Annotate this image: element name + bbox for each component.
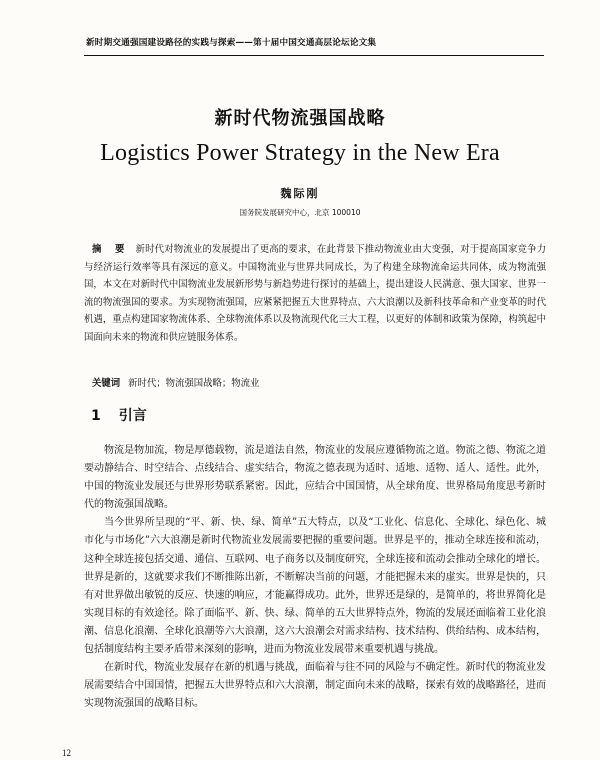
running-header: 新时期交通强国建设路径的实践与探索——第十届中国交通高层论坛论文集 [86, 38, 377, 48]
abstract-block [84, 241, 546, 347]
page-number: 12 [62, 748, 71, 758]
author-name: 魏际刚 [280, 187, 320, 200]
title-chinese: 新时代物流强国战略 [214, 108, 386, 129]
body-paragraph: 当今世界所呈现的“平、新、快、绿、简单”五大特点，以及“工业化、信息化、全球化、绿色化、城市化与市场化”六大浪潮是新时代物流业发展需要把握的重要问题。世界是平的，推动全球连接和流动，这种全球连接包括交通、通信、互联网、电子商务以及制度研究，全球连接和流动会推动全球化的增长。世界是新的，这就要求我们不断推陈出新，不断解决当前的问题，才能把握未来的虚实。世界是快的，只有对世界做出敏锐的反应、快速的响应，才能赢得成功。此外，世界还是绿的，是简单的，将世界简化是实现目标的有效途径。除了面临平、新、快、绿、简单的五大世界特点外，物流的发展还面临着工业化浪潮、信息化浪潮、全球化浪潮等六大浪潮，这六大浪潮会对需求结构、技术结构、供给结构、成本结构，包括制度结构主要矛盾带来深刻的影响，进而为物流业发展带来重要机遇与挑战。 [84, 517, 546, 656]
abstract-label: 摘 要 [92, 244, 130, 255]
section-title: 引言 [118, 408, 147, 424]
body-paragraph: 在新时代，物流业发展存在新的机遇与挑战，面临着与往不同的风险与不确定性。新时代的物流业发展需要结合中国国情，把握五大世界特点和六大浪潮，制定面向未来的战略，探索有效的战略路径，进而实现物流强国的战略目标。 [84, 662, 546, 710]
body-paragraph: 物流是物加流，物是厚德载物，流是道法自然，物流业的发展应遵循物流之道。物流之德、物流之道要动静结合、时空结合、点线结合、虚实结合，物流之德表现为适时、适地、适物、适人、适性。此外，中国的物流业发展还与世界形势联系紧密。因此，应结合中国国情，从全球角度、世界格局角度思考新时代的物流强国战略。 [84, 445, 546, 511]
title-english: Logistics Power Strategy in the New Era [100, 140, 500, 166]
keywords-text: 新时代；物流强国战略；物流业 [128, 378, 260, 389]
body-text [84, 442, 546, 713]
keywords-label: 关键词 [92, 378, 121, 389]
section-heading [91, 405, 147, 425]
keywords-block [92, 375, 546, 392]
author-affiliation: 国务院发展研究中心，北京 100010 [239, 208, 361, 217]
section-number: 1 [91, 408, 101, 424]
abstract-text: 新时代对物流业的发展提出了更高的要求，在此背景下推动物流业由大变强，对于提高国家竞争力与经济运行效率等具有深远的意义。中国物流业与世界共同成长，为了构建全球物流命运共同体，成为物流强国，本文在对新时代中国物流业发展新形势与新趋势进行探讨的基础上，提出建设人民满意、强大国家、世界一流的物流强国的要求。为实现物流强国，应紧紧把握五大世界特点、六大浪潮以及新科技革命和产业变革的时代机遇，重点构建国家物流体系、全球物流体系以及物流现代化三大工程，以更好的体制和政策为保障，构筑起中国面向未来的物流和供应链服务体系。 [84, 244, 546, 343]
header-rule [84, 55, 544, 56]
